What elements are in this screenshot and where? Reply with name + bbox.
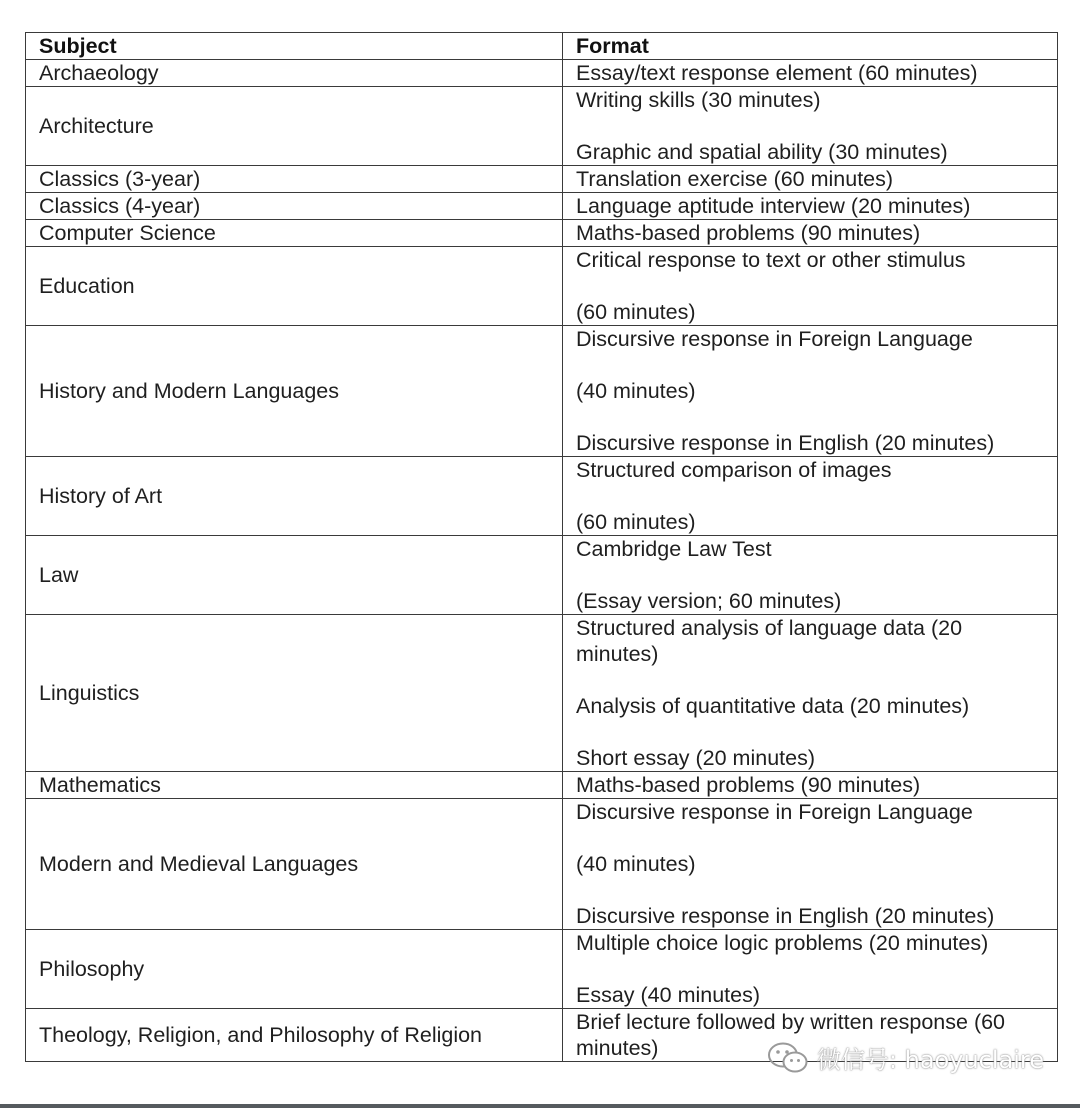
subject-cell: Education [26,247,563,326]
format-line: Brief lecture followed by written response (60 minutes) [576,1010,1011,1060]
header-subject: Subject [26,33,563,60]
format-line: Essay/text response element (60 minutes) [576,61,978,85]
subject-cell: Theology, Religion, and Philosophy of Religion [26,1009,563,1062]
format-line: Short essay (20 minutes) [576,746,815,770]
format-line: Structured comparison of images [576,458,892,482]
format-line: Essay (40 minutes) [576,983,761,1007]
format-cell [563,326,1058,457]
format-line: Discursive response in English (20 minutes) [576,904,995,928]
table-row [26,193,1058,220]
table-row [26,457,1058,536]
subject-cell: Linguistics [26,615,563,772]
format-cell [563,247,1058,326]
format-line: (60 minutes) [576,510,696,534]
table-row [26,772,1058,799]
format-line: Translation exercise (60 minutes) [576,167,894,191]
table-body [26,60,1058,1062]
subject-cell: Classics (3-year) [26,166,563,193]
table-row [26,87,1058,166]
subject-cell: Computer Science [26,220,563,247]
format-cell [563,799,1058,930]
format-line: (60 minutes) [576,300,696,324]
format-cell [563,60,1058,87]
watermark-text: 微信号: haoyuclaire [816,1046,1044,1074]
format-line: Critical response to text or other stimulus [576,248,966,272]
subject-cell: Law [26,536,563,615]
format-line: Language aptitude interview (20 minutes) [576,194,971,218]
format-cell [563,930,1058,1009]
table-row [26,615,1058,772]
format-line: Discursive response in Foreign Language [576,800,973,824]
subject-cell: Philosophy [26,930,563,1009]
subject-cell: Modern and Medieval Languages [26,799,563,930]
table-row [26,166,1058,193]
bottom-border [0,1104,1080,1108]
format-cell [563,536,1058,615]
table-row [26,799,1058,930]
wechat-icon [767,1041,809,1075]
format-line: Writing skills (30 minutes) [576,88,821,112]
table-row [26,247,1058,326]
exam-format-table [25,32,1058,1062]
table-row [26,326,1058,457]
subject-cell: Classics (4-year) [26,193,563,220]
format-line: Multiple choice logic problems (20 minutes) [576,931,989,955]
watermark [767,1040,1044,1075]
format-cell [563,166,1058,193]
format-line: Discursive response in Foreign Language [576,327,973,351]
table-row [26,60,1058,87]
format-line: (40 minutes) [576,379,696,403]
subject-cell: Architecture [26,87,563,166]
format-cell [563,457,1058,536]
format-line: Structured analysis of language data (20 minutes) [576,616,969,666]
format-line: Cambridge Law Test [576,537,772,561]
format-line: Graphic and spatial ability (30 minutes) [576,140,948,164]
table-row [26,220,1058,247]
format-line: Discursive response in English (20 minutes) [576,431,995,455]
format-cell [563,220,1058,247]
subject-cell: Archaeology [26,60,563,87]
table-header-row [26,33,1058,60]
table-row [26,930,1058,1009]
format-line: Analysis of quantitative data (20 minutes) [576,694,970,718]
format-line: Maths-based problems (90 minutes) [576,221,921,245]
format-line: (Essay version; 60 minutes) [576,589,842,613]
subject-cell: Mathematics [26,772,563,799]
table-row [26,536,1058,615]
format-line: Maths-based problems (90 minutes) [576,773,921,797]
format-cell [563,615,1058,772]
header-format: Format [563,33,1058,60]
format-cell [563,772,1058,799]
subject-cell: History of Art [26,457,563,536]
format-cell [563,193,1058,220]
subject-cell: History and Modern Languages [26,326,563,457]
format-line: (40 minutes) [576,852,696,876]
format-cell [563,87,1058,166]
